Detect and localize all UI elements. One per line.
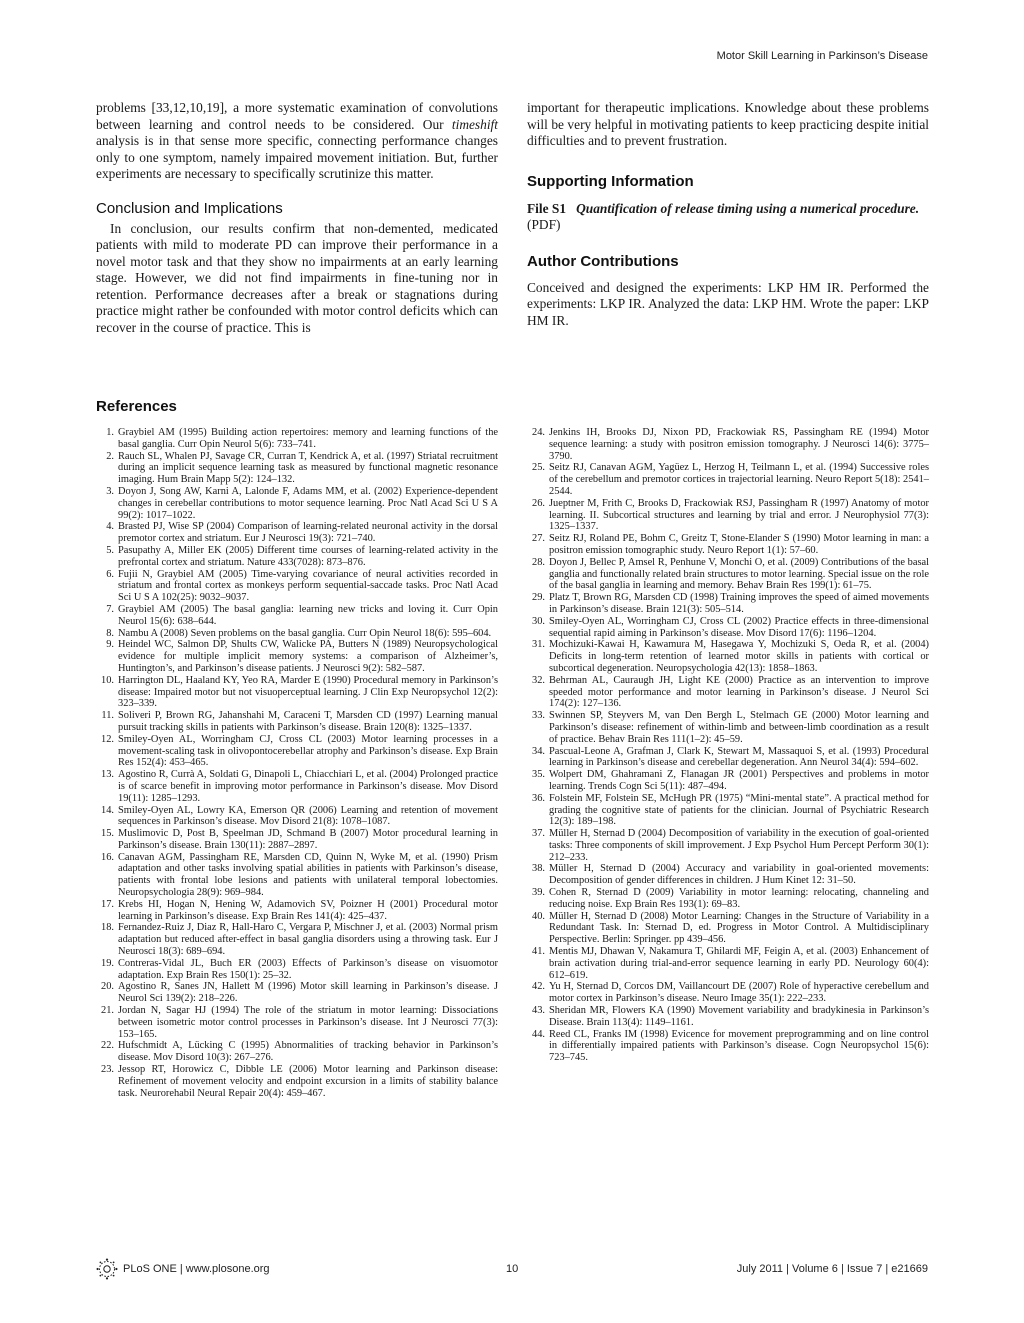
right-column <box>527 100 929 329</box>
reference-item <box>96 1040 498 1064</box>
reference-item <box>96 922 498 957</box>
reference-number: 8. <box>106 627 114 639</box>
author-contributions-text: Conceived and designed the experiments: LKP HM IR. Performed the experiments: LKP IR. Analyzed the data: LKP HM. Wrote the paper: LKP HM IR. <box>527 279 929 328</box>
reference-text: Yu H, Sternad D, Corcos DM, Vaillancourt DE (2007) Role of hyperactive cerebellum and motor cortex in Parkinson’s disease. Neuro Image 35(1): 222–233. <box>549 981 929 1005</box>
reference-number: 9. <box>106 639 114 651</box>
reference-text: Soliveri P, Brown RG, Jahanshahi M, Caraceni T, Marsden CD (1997) Learning manual pursuit tracking skills in patients with Parkinson’s disease. Brain 120(8): 1325–1337. <box>118 710 498 733</box>
reference-item <box>96 639 498 674</box>
reference-text: Müller H, Sternad D (2004) Accuracy and variability in goal-oriented movements: Decomposition of gender differences in children. J Hum Kinet 12: 31–50. <box>549 863 929 887</box>
reference-number: 10. <box>101 674 114 686</box>
reference-item <box>527 533 929 557</box>
italic-term: timeshift <box>451 116 498 132</box>
reference-text: Krebs HI, Hogan N, Hening W, Adamovich SV, Poizner H (2001) Procedural motor learning in Parkinson’s disease. Exp Brain Res 141(4): 425–437. <box>118 898 498 922</box>
reference-text: Behrman AL, Cauraugh JH, Light KE (2000) Practice as an intervention to improve speeded motor performance and motor learning in Parkinson’s disease. J Neurol Sci 174(2): 127–136. <box>549 674 929 710</box>
reference-number: 23. <box>101 1064 114 1076</box>
reference-text: Graybiel AM (2005) The basal ganglia: learning new tricks and loving it. Curr Opin Neurol 15(6): 638–644. <box>118 603 498 627</box>
reference-item <box>96 545 498 569</box>
reference-item <box>96 451 498 486</box>
reference-item <box>527 427 929 462</box>
reference-item <box>527 616 929 640</box>
reference-item <box>96 1005 498 1040</box>
reference-text: Reed CL, Franks IM (1998) Evicence for movement preprogramming and on line control in differentially impaired patients with Parkinson’s disease. Cogn Neuropsychol 15(6): 723–745. <box>549 1028 929 1064</box>
reference-text: Jessop RT, Horowicz C, Dibble LE (2006) Motor learning and Parkinson disease: Refinement of movement velocity and endpoint excursion in a limits of stability balance task. Neurorehabil Neural Repair 20(4): 459–467. <box>118 1064 498 1099</box>
reference-number: 20. <box>101 981 114 993</box>
reference-text: Canavan AGM, Passingham RE, Marsden CD, Quinn N, Wyke M, et al. (1990) Prism adaptation and other tasks involving spatial abilities in patients with Parkinson’s disease, patients with frontal lobe lesions and patients with unilateral temporal lobectomies. Neuropsychologia 28(9): 969–984. <box>118 851 498 899</box>
supporting-file-entry[interactable] <box>527 201 929 234</box>
reference-text: Brasted PJ, Wise SP (2004) Comparison of learning-related neuronal activity in the dorsal premotor cortex and striatum. Eur J Neurosci 19(3): 721–740. <box>118 521 498 545</box>
reference-item <box>96 958 498 982</box>
reference-number: 7. <box>106 603 114 615</box>
supporting-file-caption: Quantification of release timing using a numerical procedure. <box>576 200 920 216</box>
conclusion-paragraph: In conclusion, our results confirm that non-demented, medicated patients with mild to moderate PD can improve their performance in a novel motor task and that they show no impairments at an early learning stage. However, we did not find impairments in fine-tuning nor in retention. Performance decreases after a break or stagnations during practice might rather be confounded with motor control deficits which can recover in the course of practice. This is <box>96 220 498 335</box>
reference-number: 14. <box>101 804 114 816</box>
reference-text: Smiley-Oyen AL, Lowry KA, Emerson QR (2006) Learning and retention of movement sequences in Parkinson’s disease. Mov Disord 21(8): 1078–1087. <box>118 804 498 828</box>
reference-item <box>527 793 929 828</box>
reference-text: Graybiel AM (1995) Building action repertoires: memory and learning functions of the basal ganglia. Curr Opin Neurol 5(6): 733–741. <box>118 427 498 450</box>
reference-number: 39. <box>532 887 545 899</box>
reference-number: 41. <box>532 946 545 958</box>
reference-item <box>527 498 929 533</box>
reference-number: 29. <box>532 592 545 604</box>
reference-number: 4. <box>106 521 114 533</box>
plos-logo-icon <box>96 1258 118 1280</box>
reference-item <box>527 462 929 497</box>
references-list-right <box>527 427 929 1064</box>
references-list-left <box>96 427 498 1099</box>
reference-text: Cohen R, Sternad D (2009) Variability in motor learning: relocating, channeling and reducing noise. Exp Brain Res 193(1): 69–83. <box>549 887 929 910</box>
reference-number: 6. <box>106 568 114 580</box>
body-paragraph <box>96 100 498 183</box>
reference-number: 36. <box>532 792 545 804</box>
reference-number: 18. <box>101 922 114 934</box>
reference-item <box>527 911 929 946</box>
reference-number: 15. <box>101 828 114 840</box>
reference-number: 42. <box>532 981 545 993</box>
reference-number: 35. <box>532 769 545 781</box>
issue-info: July 2011 | Volume 6 | Issue 7 | e21669 <box>736 1263 928 1275</box>
reference-item <box>96 569 498 604</box>
reference-number: 28. <box>532 556 545 568</box>
reference-number: 25. <box>532 462 545 474</box>
supporting-file-label: File S1 <box>527 200 567 216</box>
reference-text: Seitz RJ, Roland PE, Bohm C, Greitz T, Stone-Elander S (1990) Motor learning in man: a positron emission tomographic study. Neuro Report 1(1): 57–60. <box>549 533 929 556</box>
reference-text: Platz T, Brown RG, Marsden CD (1998) Training improves the speed of aimed movements in Parkinson’s disease. Brain 121(3): 505–514. <box>549 592 929 615</box>
reference-text: Müller H, Sternad D (2008) Motor Learning: Changes in the Structure of Variability in a Redundant Task. In: Sternad D, ed. Progress in Motor Control. A Multidisciplinary Perspective. Berlin: Springer. pp 439–456. <box>549 910 929 946</box>
reference-number: 43. <box>532 1005 545 1017</box>
reference-item <box>96 981 498 1005</box>
reference-number: 1. <box>106 427 114 438</box>
reference-item <box>527 710 929 745</box>
body-text-run: analysis is in that sense more specific, connecting performance changes only to one symptom, namely impaired movement initiation. But, further experiments are necessary to specifically scrutinize this matter. <box>96 133 498 181</box>
reference-number: 33. <box>532 710 545 722</box>
reference-item <box>527 1005 929 1029</box>
reference-text: Pascual-Leone A, Grafman J, Clark K, Stewart M, Massaquoi S, et al. (1993) Procedural learning in Parkinson’s disease and cerebellar degeneration. Ann Neurol 34(4): 594–602. <box>549 745 929 769</box>
supporting-information-heading: Supporting Information <box>527 172 694 190</box>
reference-number: 5. <box>106 544 114 556</box>
reference-number: 17. <box>101 898 114 910</box>
reference-item <box>96 805 498 829</box>
reference-item <box>96 710 498 734</box>
reference-number: 11. <box>101 710 114 722</box>
reference-item <box>96 486 498 521</box>
reference-item <box>527 863 929 887</box>
reference-item <box>96 427 498 451</box>
reference-number: 32. <box>532 674 545 686</box>
reference-text: Swinnen SP, Steyvers M, van Den Bergh L, Stelmach GE (2000) Motor learning and Parkinson’s disease: refinement of within-limb and between-limb coordination as a result of practice. Behav Brain Res 111(1–2): 45–59. <box>549 710 929 745</box>
reference-number: 13. <box>101 769 114 781</box>
journal-link[interactable]: PLoS ONE | www.plosone.org <box>123 1263 270 1275</box>
reference-item <box>96 769 498 804</box>
running-head: Motor Skill Learning in Parkinson’s Disease <box>716 50 928 62</box>
reference-number: 37. <box>532 828 545 840</box>
reference-number: 12. <box>101 733 114 745</box>
reference-text: Pasupathy A, Miller EK (2005) Different time courses of learning-related activity in the prefrontal cortex and striatum. Nature 433(7028): 873–876. <box>118 544 498 568</box>
reference-item <box>96 604 498 628</box>
reference-number: 34. <box>532 745 545 757</box>
author-contributions-heading: Author Contributions <box>527 252 679 270</box>
reference-item <box>527 981 929 1005</box>
reference-text: Jueptner M, Frith C, Brooks D, Frackowiak RSJ, Passingham R (1997) Anatomy of motor learning. II. Subcortical structures and learning by trial and error. J Neurophysiol 77(3): 1325–1337. <box>549 497 929 533</box>
reference-number: 16. <box>101 851 114 863</box>
body-paragraph: important for therapeutic implications. Knowledge about these problems will be very helpful in motivating patients to keep practicing despite initial difficulties and to prevent frustration. <box>527 100 929 148</box>
reference-number: 40. <box>532 910 545 922</box>
reference-text: Agostino R, Currà A, Soldati G, Dinapoli L, Chiacchiari L, et al. (2004) Prolonged practice is of scarce benefit in improving motor performance in Parkinson’s disease. Mov Disord 19(11): 1285–1293. <box>118 769 498 804</box>
body-text-run: problems [33,12,10,19], a more systematic examination of convolutions between learning and control needs to be considered. Our <box>96 100 498 132</box>
reference-item <box>527 746 929 770</box>
reference-text: Fernandez-Ruiz J, Diaz R, Hall-Haro C, Vergara P, Mischner J, et al. (2003) Normal prism adaptation but reduced after-effect in basal ganglia disorders using a throwing task. Eur J Neurosci 18(3): 689–694. <box>118 922 498 958</box>
reference-item <box>527 592 929 616</box>
reference-item <box>527 557 929 592</box>
reference-text: Nambu A (2008) Seven problems on the basal ganglia. Curr Opin Neurol 18(6): 595–604. <box>118 627 492 639</box>
reference-number: 26. <box>532 497 545 509</box>
page-number: 10 <box>506 1263 519 1275</box>
reference-item <box>96 521 498 545</box>
reference-number: 31. <box>532 639 545 651</box>
reference-number: 38. <box>532 863 545 875</box>
reference-text: Mentis MJ, Dhawan V, Nakamura T, Ghilardi MF, Feigin A, et al. (2003) Enhancement of brain activation during trial-and-error sequence learning in early PD. Neurology 60(4): 612–619. <box>549 946 929 981</box>
reference-item <box>96 852 498 899</box>
reference-number: 2. <box>106 450 114 462</box>
page-footer <box>96 1260 928 1280</box>
reference-text: Contreras-Vidal JL, Buch ER (2003) Effects of Parkinson’s disease on visuomotor adaptation. Exp Brain Res 150(1): 25–32. <box>118 957 498 981</box>
reference-item <box>527 769 929 793</box>
reference-text: Harrington DL, Haaland KY, Yeo RA, Marder E (1990) Procedural memory in Parkinson’s disease: Impaired motor but not visuoperceptual learning. J Clin Exp Neuropsychol 12(2): 323–339. <box>118 674 498 710</box>
reference-item <box>527 639 929 674</box>
reference-item <box>96 899 498 923</box>
reference-item <box>96 1064 498 1099</box>
reference-text: Agostino R, Sanes JN, Hallett M (1996) Motor skill learning in Parkinson’s disease. J Neurol Sci 139(2): 218–226. <box>118 981 498 1005</box>
reference-number: 19. <box>101 957 114 969</box>
reference-text: Folstein MF, Folstein SE, McHugh PR (1975) “Mini-mental state”. A practical method for grading the cognitive state of patients for the clinician. Journal of Psychiatric Research 12(3): 189–198. <box>549 792 929 828</box>
reference-text: Rauch SL, Whalen PJ, Savage CR, Curran T, Kendrick A, et al. (1997) Striatal recruitment during an implicit sequence learning task as measured by functional magnetic resonance imaging. Hum Brain Mapp 5(2): 124–132. <box>118 450 498 486</box>
reference-item <box>527 675 929 710</box>
reference-item <box>96 828 498 852</box>
reference-text: Müller H, Sternad D (2004) Decomposition of variability in the execution of goal-oriented tasks: Three components of skill improvement. J Exp Psychol Hum Percept Perform 30(1): 212–233. <box>549 828 929 863</box>
reference-text: Sheridan MR, Flowers KA (1990) Movement variability and bradykinesia in Parkinson’s Disease. Brain 113(4): 1149–1161. <box>549 1005 929 1028</box>
reference-item <box>96 675 498 710</box>
reference-text: Fujii N, Graybiel AM (2005) Time-varying covariance of neural activities recorded in striatum and frontal cortex as monkeys perform sequential-saccade tasks. Proc Natl Acad Sci U S A 102(25): 9032–9037. <box>118 568 498 604</box>
reference-text: Doyon J, Song AW, Karni A, Lalonde F, Adams MM, et al. (2002) Experience-dependent changes in cerebellar contributions to motor sequence learning. Proc Natl Acad Sci U S A 99(2): 1017–1022. <box>118 485 498 521</box>
reference-number: 22. <box>101 1040 114 1052</box>
reference-text: Heindel WC, Salmon DP, Shults CW, Walicke PA, Butters N (1989) Neuropsychological evidence for multiple implicit memory systems: a comparison of Alzheimer’s, Huntington’s, and Parkinson’s disease patients. J Neurosci 9(2): 582–587. <box>118 639 498 674</box>
conclusion-heading: Conclusion and Implications <box>96 199 283 217</box>
left-column <box>96 100 498 336</box>
reference-item <box>527 946 929 981</box>
reference-text: Jordan N, Sagar HJ (1994) The role of the striatum in motor learning: Dissociations between isometric motor control processes in Parkinson’s disease. Int J Neurosci 77(3): 153–165. <box>118 1005 498 1040</box>
supporting-file-title[interactable] <box>527 201 929 218</box>
references-heading: References <box>96 398 177 415</box>
reference-text: Seitz RJ, Canavan AGM, Yagüez L, Herzog H, Teilmann L, et al. (1994) Successive roles of the cerebellum and premotor cortices in trajectorial learning. Neuro Report 5(18): 2541–2544. <box>549 462 929 497</box>
reference-text: Mochizuki-Kawai H, Kawamura M, Hasegawa Y, Mochizuki S, Oeda R, et al. (2004) Deficits in long-term retention of learned motor skills in patients with cortical or subcortical degeneration. Neuropsychologia 42(13): 1858–1863. <box>549 639 929 674</box>
reference-text: Muslimovic D, Post B, Speelman JD, Schmand B (2007) Motor procedural learning in Parkinson’s disease. Brain 130(11): 2887–2897. <box>118 828 498 851</box>
reference-text: Jenkins IH, Brooks DJ, Nixon PD, Frackowiak RS, Passingham RE (1994) Motor sequence learning: a study with positron emission tomography. J Neurosci 14(6): 3775–3790. <box>549 427 929 462</box>
reference-text: Smiley-Oyen AL, Worringham CJ, Cross CL (2002) Practice effects in three-dimensional sequential rapid aiming in Parkinson’s disease. Mov Disord 17(6): 1196–1204. <box>549 615 929 639</box>
reference-item <box>96 734 498 769</box>
reference-text: Smiley-Oyen AL, Worringham CJ, Cross CL (2003) Motor learning processes in a movement-scaling task in olivopontocerebellar atrophy and Parkinson’s disease. Exp Brain Res 152(4): 453–465. <box>118 733 498 769</box>
reference-number: 3. <box>106 485 114 497</box>
reference-number: 44. <box>532 1028 545 1040</box>
reference-item <box>527 887 929 911</box>
reference-item <box>527 828 929 863</box>
reference-text: Wolpert DM, Ghahramani Z, Flanagan JR (2001) Perspectives and problems in motor learning. Trends Cogn Sci 5(11): 487–494. <box>549 769 929 792</box>
reference-text: Doyon J, Bellec P, Amsel R, Penhune V, Monchi O, et al. (2009) Contributions of the basal ganglia and functionally related brain structures to motor learning. Special issue on the role of the basal ganglia in learning and memory. Behav Brain Res 199(1): 61–75. <box>549 556 929 592</box>
reference-item <box>527 1029 929 1064</box>
reference-number: 21. <box>101 1005 114 1017</box>
reference-number: 27. <box>532 533 545 545</box>
reference-text: Hufschmidt A, Lücking C (1995) Abnormalities of tracking behavior in Parkinson’s disease. Mov Disord 10(3): 267–276. <box>118 1040 498 1064</box>
reference-item <box>96 628 498 640</box>
supporting-file-format: (PDF) <box>527 217 561 232</box>
reference-number: 24. <box>532 427 545 438</box>
reference-number: 30. <box>532 615 545 627</box>
